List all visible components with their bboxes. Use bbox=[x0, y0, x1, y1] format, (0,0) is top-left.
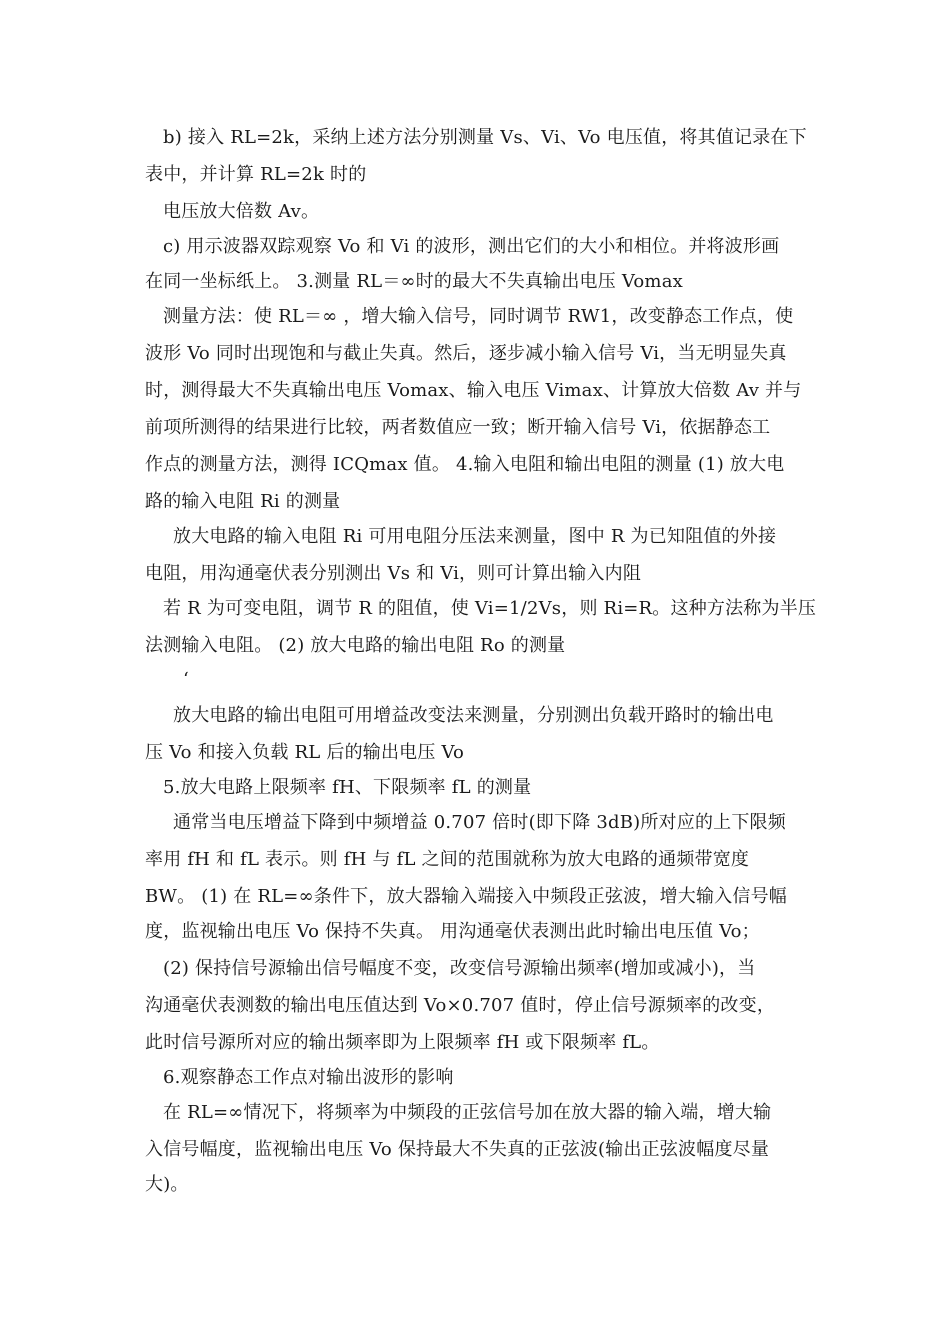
text-line: 波形 Vo 同时出现饱和与截止失真。然后，逐步减小输入信号 Vi，当无明显失真 bbox=[145, 343, 787, 364]
text-line: 时，测得最大不失真输出电压 Vomax、输入电压 Vimax、计算放大倍数 Av 并与 bbox=[145, 380, 802, 401]
text-line: b) 接入 RL=2k，采纳上述方法分别测量 Vs、Vi、Vo 电压值，将其值记录在下 bbox=[163, 127, 807, 148]
text-line: 大)。 bbox=[145, 1174, 189, 1195]
text-line: 表中，并计算 RL=2k 时的 bbox=[145, 164, 367, 185]
text-line: 5.放大电路上限频率 fH、下限频率 fL 的测量 bbox=[163, 777, 532, 798]
text-line: 度，监视输出电压 Vo 保持不失真。 用沟通毫伏表测出此时输出电压值 Vo； bbox=[145, 921, 760, 942]
text-line: 电阻，用沟通毫伏表分别测出 Vs 和 Vi，则可计算出输入内阻 bbox=[145, 563, 642, 584]
text-line: ‘ bbox=[183, 669, 189, 690]
text-line: 入信号幅度，监视输出电压 Vo 保持最大不失真的正弦波(输出正弦波幅度尽量 bbox=[145, 1139, 770, 1160]
text-line: 沟通毫伏表测数的输出电压值达到 Vo×0.707 值时，停止信号源频率的改变， bbox=[145, 995, 776, 1016]
text-line: BW。 (1) 在 RL=∞条件下，放大器输入端接入中频段正弦波，增大输入信号幅 bbox=[145, 886, 787, 907]
text-line: 在 RL=∞情况下，将频率为中频段的正弦信号加在放大器的输入端，增大输 bbox=[163, 1102, 772, 1123]
text-line: 前项所测得的结果进行比较，两者数值应一致；断开输入信号 Vi，依据静态工 bbox=[145, 417, 771, 438]
text-line: 通常当电压增益下降到中频增益 0.707 倍时(即下降 3dB)所对应的上下限频 bbox=[173, 812, 786, 833]
text-line: 电压放大倍数 Av。 bbox=[163, 201, 320, 222]
text-line: 放大电路的输出电阻可用增益改变法来测量，分别测出负载开路时的输出电 bbox=[173, 705, 774, 726]
text-line: (2) 保持信号源输出信号幅度不变，改变信号源输出频率(增加或减小)，当 bbox=[163, 958, 756, 979]
text-line: 在同一坐标纸上。 3.测量 RL＝∞时的最大不失真输出电压 Vomax bbox=[145, 271, 683, 292]
text-line: 放大电路的输入电阻 Ri 可用电阻分压法来测量，图中 R 为已知阻值的外接 bbox=[173, 526, 777, 547]
text-line: c) 用示波器双踪观察 Vo 和 Vi 的波形，测出它们的大小和相位。并将波形画 bbox=[163, 236, 780, 257]
text-line: 测量方法：使 RL＝∞ ，增大输入信号，同时调节 RW1，改变静态工作点，使 bbox=[163, 306, 794, 327]
text-line: 路的输入电阻 Ri 的测量 bbox=[145, 491, 341, 512]
text-line: 率用 fH 和 fL 表示。则 fH 与 fL 之间的范围就称为放大电路的通频带宽度 bbox=[145, 849, 750, 870]
text-line: 压 Vo 和接入负载 RL 后的输出电压 Vo bbox=[145, 742, 465, 763]
text-line: 此时信号源所对应的输出频率即为上限频率 fH 或下限频率 fL。 bbox=[145, 1032, 660, 1053]
text-line: 作点的测量方法，测得 ICQmax 值。 4.输入电阻和输出电阻的测量 (1) 放大电 bbox=[145, 454, 785, 475]
text-line: 法测输入电阻。 (2) 放大电路的输出电阻 Ro 的测量 bbox=[145, 635, 566, 656]
text-line: 6.观察静态工作点对输出波形的影响 bbox=[163, 1067, 454, 1088]
text-line: 若 R 为可变电阻，调节 R 的阻值，使 Vi=1/2Vs，则 Ri=R。这种方法称为半压 bbox=[163, 598, 817, 619]
